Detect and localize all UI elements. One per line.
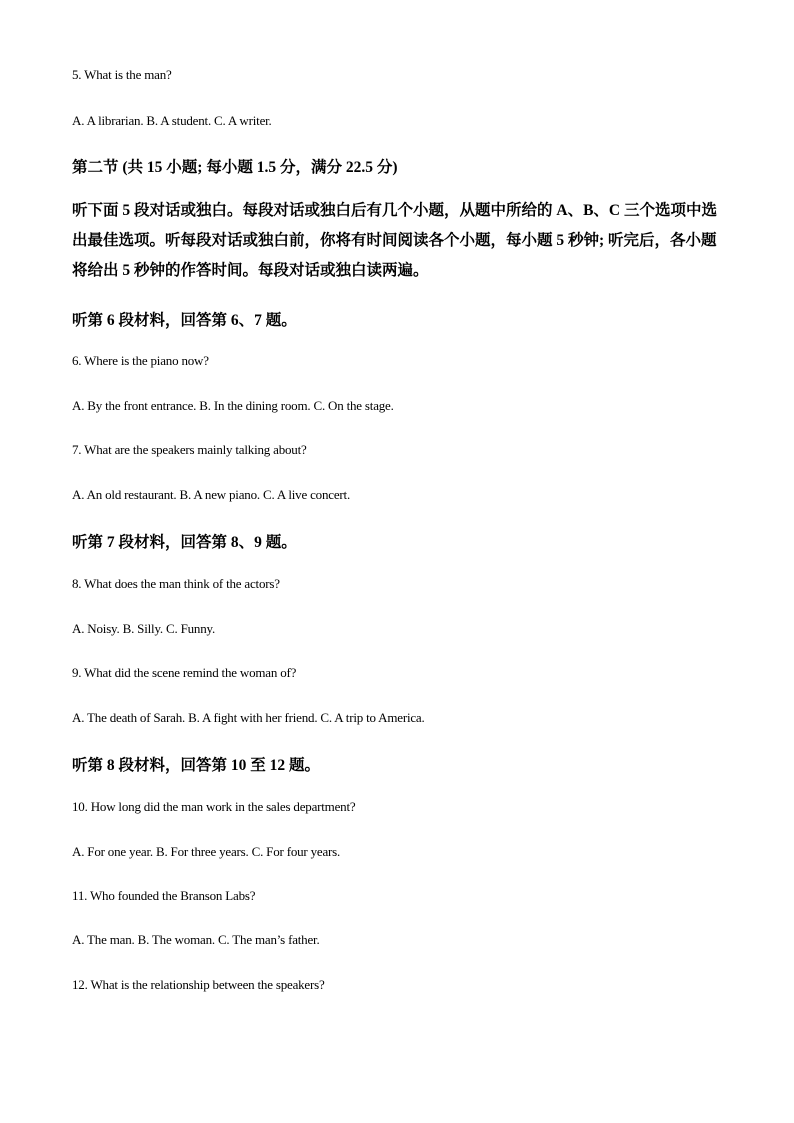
question-7: 7. What are the speakers mainly talking about? — [72, 442, 307, 457]
material-6-heading: 听第 6 段材料，回答第 6、7 题。 — [72, 312, 297, 329]
options-8: A. Noisy. B. Silly. C. Funny. — [72, 621, 216, 636]
question-9: 9. What did the scene remind the woman of? — [72, 665, 297, 680]
options-7: A. An old restaurant. B. A new piano. C. A live concert. — [72, 487, 351, 502]
options-9: A. The death of Sarah. B. A fight with her friend. C. A trip to America. — [72, 710, 425, 725]
question-10: 10. How long did the man work in the sales department? — [72, 799, 356, 814]
question-12: 12. What is the relationship between the speakers? — [72, 977, 325, 992]
question-8: 8. What does the man think of the actors? — [72, 576, 280, 591]
options-11: A. The man. B. The woman. C. The man’s father. — [72, 932, 320, 947]
options-10: A. For one year. B. For three years. C. For four years. — [72, 844, 341, 859]
section-title: 第二节 (共 15 小题; 每小题 1.5 分，满分 22.5 分) — [72, 159, 398, 176]
question-11: 11. Who founded the Branson Labs? — [72, 888, 256, 903]
question-5: 5. What is the man? — [72, 67, 172, 82]
options-5: A. A librarian. B. A student. C. A writer. — [72, 113, 272, 128]
question-6: 6. Where is the piano now? — [72, 353, 209, 368]
options-6: A. By the front entrance. B. In the dining room. C. On the stage. — [72, 398, 394, 413]
material-8-heading: 听第 8 段材料，回答第 10 至 12 题。 — [72, 757, 321, 774]
section-instructions: 听下面 5 段对话或独白。每段对话或独白后有几个小题，从题中所给的 A、B、C 三个选项中选出最佳选项。听每段对话或独白前，你将有时间阅读各个小题，每小题 5 秒钟; 听完后，各小题将给出 5 秒钟的作答时间。每段对话或独白读两遍。 — [72, 202, 717, 279]
material-7-heading: 听第 7 段材料，回答第 8、9 题。 — [72, 534, 297, 551]
